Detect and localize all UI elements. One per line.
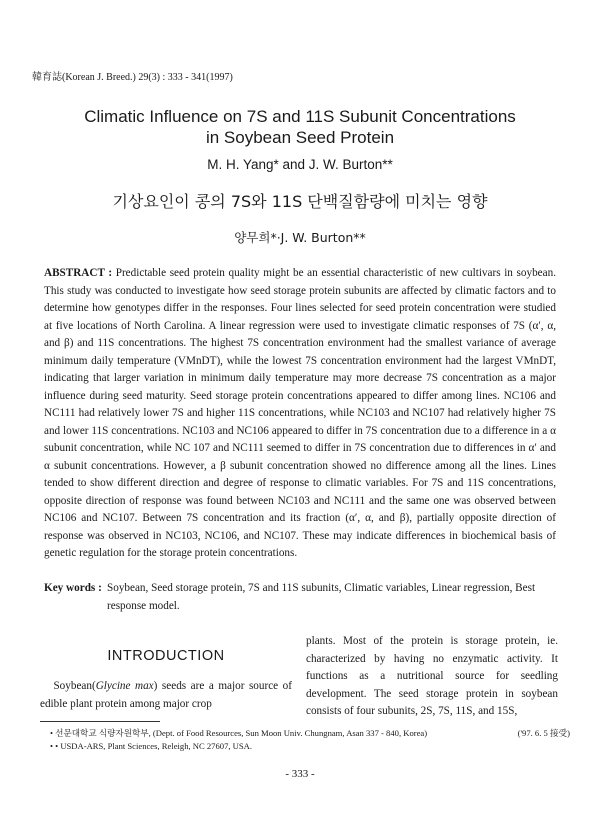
paper-title-line-1: Climatic Influence on 7S and 11S Subunit Concentrations bbox=[84, 107, 516, 126]
introduction-heading: INTRODUCTION bbox=[107, 648, 225, 664]
page-number: - 333 - bbox=[285, 768, 315, 780]
authors-english: M. H. Yang* and J. W. Burton** bbox=[207, 157, 393, 172]
keywords-text: Soybean, Seed storage protein, 7S and 11S subunits, Climatic variables, Linear regression, Best response model. bbox=[107, 582, 536, 612]
intro-text-part-2: ) seeds are a major source of edible plant protein among major crop bbox=[40, 680, 292, 710]
received-date: ('97. 6. 5 接受) bbox=[517, 728, 570, 738]
keywords bbox=[44, 580, 556, 615]
paper-title-korean: 기상요인이 콩의 7S와 11S 단백질함량에 미치는 영향 bbox=[112, 192, 488, 211]
footnote-1-text: • 선문대학교 식량자원학부, (Dept. of Food Resources, Sun Moon Univ. Chungnam, Asan 337 - 840, Korea) bbox=[50, 728, 428, 738]
footnote-divider bbox=[40, 721, 160, 722]
intro-text-part-1: Soybean( bbox=[53, 680, 96, 692]
abstract-text: Predictable seed protein quality might be an essential characteristic of new cultivars in soybean. This study was conducted to investigate how seed storage protein subunits are affected by climatic factors and to determine how genotypes differ in the responses. Four lines selected for seed protein concentration were studied at five locations of North Carolina. A linear regression were used to investigate climatic responses of 7S (α′, α, and β) and 11S concentrations. The highest 7S concentration environment had the smallest variance of average minimum daily temperature (VMnDT), while the lowest 7S concentration environment had the largest VMnDT, indicating that larger variation in minimum daily temperature may more decrease 7S concentration as a major influence during seed maturity. Seed storage protein concentrations appeared to differ among lines. NC106 and NC111 had relatively lower 7S and higher 11S concentrations, while NC103 and NC107 had relatively higher 7S and lower 11S concentrations. NC103 and NC106 appeared to differ in 7S concentration due to a difference in a α subunit concentration, while NC 107 and NC111 seemed to differ in 7S concentration due to differences in α′ and α subunit concentrations. However, a β subunit concentration showed no difference among all the lines. Lines tended to show different direction and degree of response to climatic variables. For 7S and 11S concentrations, opposite direction of response was found between NC103 and NC111 and the same one was observed between NC106 and NC107. Between 7S concentration and its fraction (α′, α, and β), partially opposite direction of response was observed in NC103, NC106, and NC107. These may indicate differences in biochemical basis of genetic regulation for the storage protein concentrations. bbox=[44, 267, 556, 559]
right-column: plants. Most of the protein is storage protein, ie. characterized by having no enzymatic activity. It functions as a nutritional source for seedling development. The seed storage protein in soybean consists of four subunits, 2S, 7S, 11S, and 15S, bbox=[306, 635, 558, 717]
introduction-paragraph bbox=[40, 678, 292, 713]
abstract-label: ABSTRACT : bbox=[44, 267, 113, 279]
journal-citation: 韓育誌(Korean J. Breed.) 29(3) : 333 - 341(1997) bbox=[32, 72, 233, 83]
keywords-label: Key words : bbox=[44, 582, 102, 594]
species-name: Glycine max bbox=[95, 680, 154, 692]
footnote-affiliation-1 bbox=[50, 727, 570, 739]
authors-korean: 양무희*·J. W. Burton** bbox=[234, 230, 366, 245]
paper-title-line-2: in Soybean Seed Protein bbox=[205, 128, 395, 147]
abstract bbox=[44, 265, 556, 563]
left-column bbox=[40, 633, 292, 713]
footnote-affiliation-2: • • USDA-ARS, Plant Sciences, Releigh, NC 27607, USA. bbox=[50, 741, 252, 751]
